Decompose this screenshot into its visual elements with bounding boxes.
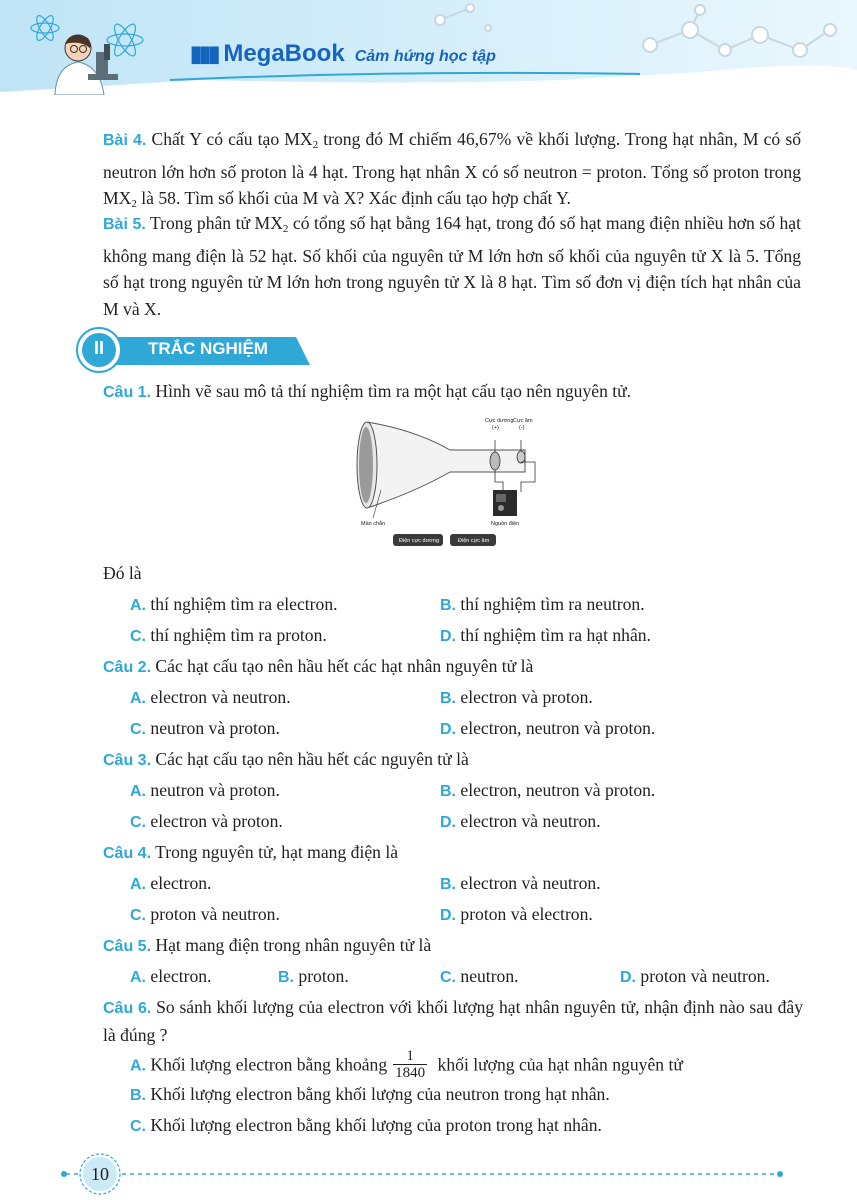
option-text: thí nghiệm tìm ra electron. bbox=[146, 594, 338, 614]
option-letter: D. bbox=[620, 969, 636, 986]
question-label: Câu 2. bbox=[103, 659, 152, 676]
question-text: Trong nguyên tử, hạt mang điện là bbox=[151, 842, 399, 862]
option-text: electron, neutron và proton. bbox=[456, 780, 656, 800]
cathode-ray-tube-figure bbox=[355, 410, 555, 550]
option-c[interactable] bbox=[130, 716, 280, 742]
option-text: khối lượng của hạt nhân nguyên tử bbox=[433, 1054, 683, 1075]
option-a[interactable] bbox=[130, 685, 291, 711]
option-c[interactable] bbox=[130, 1113, 602, 1139]
option-b[interactable] bbox=[440, 778, 655, 804]
option-c[interactable] bbox=[440, 964, 519, 990]
option-text: electron và proton. bbox=[146, 811, 283, 831]
anode-electrode bbox=[490, 452, 500, 470]
option-text: electron, neutron và proton. bbox=[456, 718, 656, 738]
question-1-follow: Đó là bbox=[103, 563, 142, 583]
option-d[interactable] bbox=[440, 902, 593, 928]
exercise-text: Trong phân tử MX bbox=[145, 213, 283, 233]
question-text: Các hạt cấu tạo nên hầu hết các nguyên tử là bbox=[151, 749, 469, 769]
option-text: neutron và proton. bbox=[146, 718, 280, 738]
option-letter: B. bbox=[278, 969, 294, 986]
question-1 bbox=[103, 378, 823, 406]
option-letter: C. bbox=[440, 969, 456, 986]
option-text: Khối lượng electron bằng khối lượng của neutron trong hạt nhân. bbox=[146, 1084, 610, 1104]
option-a[interactable] bbox=[130, 592, 338, 618]
cathode-button-label: Điện cực âm bbox=[458, 538, 490, 544]
cathode-label: Cực âm bbox=[513, 418, 533, 424]
option-letter: D. bbox=[440, 628, 456, 645]
option-letter: C. bbox=[130, 721, 146, 738]
question-6 bbox=[103, 994, 803, 1048]
option-text: proton và electron. bbox=[456, 904, 593, 924]
option-c[interactable] bbox=[130, 809, 283, 835]
option-text: electron và proton. bbox=[456, 687, 593, 707]
exercise-4 bbox=[103, 126, 801, 218]
option-letter: B. bbox=[440, 783, 456, 800]
question-text: Các hạt cấu tạo nên hầu hết các hạt nhân nguyên tử là bbox=[151, 656, 534, 676]
fraction bbox=[393, 1048, 427, 1081]
option-letter: C. bbox=[130, 628, 146, 645]
subscript: 2 bbox=[131, 198, 137, 210]
option-letter: A. bbox=[130, 597, 146, 614]
question-label: Câu 4. bbox=[103, 845, 152, 862]
option-letter: A. bbox=[130, 783, 146, 800]
exercise-text: Chất Y có cấu tạo MX bbox=[146, 129, 313, 149]
option-letter: B. bbox=[440, 876, 456, 893]
brand bbox=[190, 40, 496, 68]
option-d[interactable] bbox=[440, 623, 651, 649]
anode-label: Cực dương bbox=[485, 418, 514, 424]
anode-sign: (+) bbox=[492, 425, 499, 431]
option-letter: C. bbox=[130, 814, 146, 831]
page-number: 10 bbox=[83, 1157, 117, 1191]
question-label: Câu 1. bbox=[103, 384, 152, 401]
option-text: proton. bbox=[294, 966, 349, 986]
option-text: proton và neutron. bbox=[636, 966, 770, 986]
option-a[interactable] bbox=[130, 964, 211, 990]
brand-tagline: Cảm hứng học tập bbox=[354, 48, 496, 65]
option-a[interactable] bbox=[130, 1050, 683, 1083]
cathode-ray-tube-diagram bbox=[355, 410, 555, 550]
option-text: thí nghiệm tìm ra hạt nhân. bbox=[456, 625, 651, 645]
question-label: Câu 6. bbox=[103, 1000, 152, 1017]
option-text: electron. bbox=[146, 873, 212, 893]
option-a[interactable] bbox=[130, 778, 280, 804]
option-d[interactable] bbox=[620, 964, 770, 990]
option-letter: C. bbox=[130, 907, 146, 924]
megabook-logo-icon: ▮▮▮ bbox=[190, 41, 218, 66]
option-c[interactable] bbox=[130, 902, 280, 928]
option-b[interactable] bbox=[130, 1082, 610, 1108]
option-b[interactable] bbox=[440, 592, 645, 618]
section-title: TRẮC NGHIỆM bbox=[148, 339, 268, 358]
option-text: neutron. bbox=[456, 966, 519, 986]
subscript: 2 bbox=[312, 139, 319, 151]
exercise-text: có tổng số hạt bằng 164 hạt, trong đó số hạt mang điện nhiều hơn số hạt không mang điện là 52 hạt. Số khối của nguyên tử M lớn hơn số khối của nguyên tử X là 5. Tổng số hạt trong nguyên tử M lớn hơn trong nguyên tử X là 8 hạt. Tìm số đơn vị điện tích hạt nhân của M và X. bbox=[103, 213, 801, 319]
fraction-denominator: 1840 bbox=[395, 1065, 426, 1081]
question-4 bbox=[103, 839, 823, 867]
question-label: Câu 3. bbox=[103, 752, 152, 769]
option-letter: D. bbox=[440, 907, 456, 924]
fraction-numerator: 1 bbox=[393, 1048, 427, 1065]
option-c[interactable] bbox=[130, 623, 327, 649]
question-text: Hạt mang điện trong nhân nguyên tử là bbox=[151, 935, 432, 955]
option-letter: A. bbox=[130, 969, 146, 986]
option-text: proton và neutron. bbox=[146, 904, 280, 924]
subscript: 2 bbox=[282, 223, 289, 235]
question-text: So sánh khối lượng của electron với khối lượng hạt nhân nguyên tử, nhận định nào sau đây là đúng ? bbox=[103, 997, 804, 1045]
source-label: Nguồn điện bbox=[491, 521, 520, 527]
footer-rule bbox=[0, 1150, 857, 1200]
option-letter: D. bbox=[440, 814, 456, 831]
power-source bbox=[493, 490, 517, 516]
page-header bbox=[0, 0, 857, 95]
option-b[interactable] bbox=[440, 871, 601, 897]
exercise-text: là 58. Tìm số khối của M và X? Xác định cấu tạo hợp chất Y. bbox=[136, 188, 571, 208]
exercise-text: trong đó M chiếm 46,67% về khối lượng. Trong hạt nhân, M có số neutron lớn hơn số proton là 4 hạt. Trong hạt nhân X có số neutron = proton. Tổng số proton trong MX bbox=[103, 129, 801, 208]
option-letter: A. bbox=[130, 876, 146, 893]
option-letter: A. bbox=[130, 690, 146, 707]
option-text: Khối lượng electron bằng khối lượng của proton trong hạt nhân. bbox=[146, 1115, 602, 1135]
exercise-label: Bài 5. bbox=[103, 216, 146, 233]
option-letter: C. bbox=[130, 1118, 146, 1135]
cathode-sign: (-) bbox=[519, 425, 525, 431]
option-text: thí nghiệm tìm ra proton. bbox=[146, 625, 327, 645]
option-text: electron và neutron. bbox=[456, 873, 601, 893]
section-heading bbox=[76, 327, 316, 373]
option-text: Khối lượng electron bằng khoảng bbox=[146, 1054, 388, 1075]
question-2 bbox=[103, 653, 823, 681]
option-letter: B. bbox=[440, 597, 456, 614]
exercise-label: Bài 4. bbox=[103, 132, 147, 149]
question-5 bbox=[103, 932, 823, 960]
question-3 bbox=[103, 746, 823, 774]
option-letter: B. bbox=[440, 690, 456, 707]
option-letter: A. bbox=[130, 1057, 146, 1075]
screen-label: Màn chắn bbox=[361, 521, 386, 527]
option-text: electron. bbox=[146, 966, 212, 986]
exercise-5 bbox=[103, 210, 801, 322]
cathode-electrode bbox=[517, 451, 525, 463]
option-b[interactable] bbox=[440, 685, 593, 711]
option-letter: D. bbox=[440, 721, 456, 738]
option-text: thí nghiệm tìm ra neutron. bbox=[456, 594, 645, 614]
option-d[interactable] bbox=[440, 809, 601, 835]
option-letter: B. bbox=[130, 1087, 146, 1104]
option-text: neutron và proton. bbox=[146, 780, 280, 800]
option-b[interactable] bbox=[278, 964, 349, 990]
option-a[interactable] bbox=[130, 871, 211, 897]
question-label: Câu 5. bbox=[103, 938, 152, 955]
anode-button-label: Điện cực dương bbox=[399, 538, 440, 544]
option-text: electron và neutron. bbox=[146, 687, 291, 707]
option-d[interactable] bbox=[440, 716, 655, 742]
question-text: Hình vẽ sau mô tả thí nghiệm tìm ra một hạt cấu tạo nên nguyên tử. bbox=[151, 381, 632, 401]
brand-name: MegaBook bbox=[223, 40, 345, 67]
section-number: II bbox=[93, 338, 104, 358]
option-text: electron và neutron. bbox=[456, 811, 601, 831]
